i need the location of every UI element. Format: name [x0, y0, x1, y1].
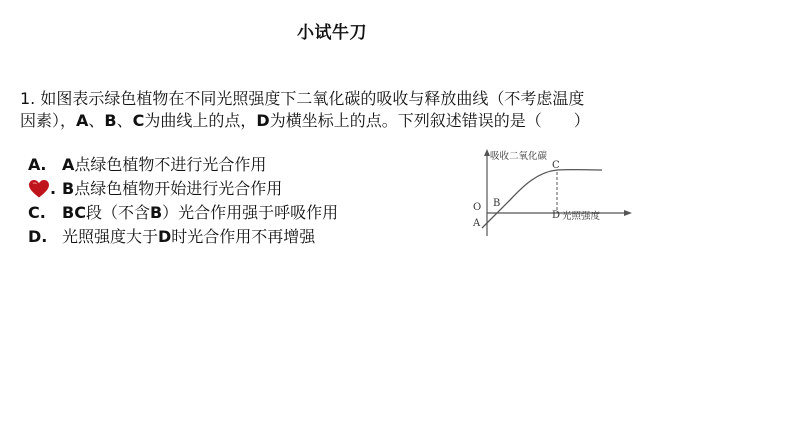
- option-d-marker: [28, 225, 62, 249]
- question-line-2-pre: 因素），: [20, 111, 77, 130]
- point-d-label: D: [552, 210, 561, 221]
- option-dot: .: [41, 227, 48, 246]
- option-dot: .: [40, 155, 47, 174]
- point-b-ref: B: [104, 111, 117, 130]
- question-line-2: [20, 110, 780, 132]
- option-b[interactable]: [28, 177, 338, 201]
- question-line-2-mid: 为曲线上的点，: [144, 111, 257, 130]
- option-lead-2: D: [158, 227, 172, 246]
- option-c[interactable]: [28, 201, 338, 225]
- point-a-label: A: [473, 218, 481, 229]
- point-d-ref: D: [256, 111, 270, 130]
- separator: 、: [88, 111, 105, 130]
- question-line-1: 1. 如图表示绿色植物在不同光照强度下二氧化碳的吸收与释放曲线（不考虑温度: [20, 89, 585, 108]
- origin-label: O: [473, 202, 482, 213]
- option-text: 点绿色植物开始进行光合作用: [74, 179, 283, 198]
- option-text: 时光合作用不再增强: [171, 227, 316, 246]
- option-d[interactable]: [28, 225, 338, 249]
- co2-light-graph: [462, 148, 637, 238]
- answer-options: [28, 153, 338, 249]
- option-text: ）光合作用强于呼吸作用: [162, 203, 339, 222]
- point-c-label: C: [552, 160, 560, 171]
- option-lead-2: B: [149, 203, 163, 222]
- slide-title: 小试牛刀: [297, 23, 367, 43]
- option-a-marker: [28, 153, 62, 177]
- point-b-label: B: [493, 198, 501, 209]
- point-c-ref: C: [132, 111, 145, 130]
- option-letter: A: [28, 155, 41, 174]
- option-dot: .: [50, 179, 57, 198]
- heart-icon: [28, 179, 50, 199]
- option-letter: D: [28, 227, 42, 246]
- x-axis-arrow: [624, 210, 632, 216]
- option-c-marker: [28, 201, 62, 225]
- question-line-2-post: 为横坐标上的点。下列叙述错误的是（ ）: [269, 111, 590, 130]
- option-text-pre: 段（不含: [85, 203, 150, 222]
- option-lead: B: [62, 179, 75, 198]
- option-b-marker: [28, 177, 62, 201]
- option-dot: .: [39, 203, 46, 222]
- option-text: 点绿色植物不进行光合作用: [74, 155, 267, 174]
- option-text-pre: 光照强度大于: [62, 227, 159, 246]
- option-lead: BC: [62, 203, 86, 222]
- question-stem: [20, 88, 780, 132]
- y-axis-label: 吸收二氧化碳: [490, 151, 548, 162]
- option-letter: C: [28, 203, 40, 222]
- x-axis-label: 光照强度: [562, 211, 601, 222]
- option-a[interactable]: [28, 153, 338, 177]
- point-a-ref: A: [76, 111, 89, 130]
- option-lead: A: [62, 155, 75, 174]
- separator: 、: [116, 111, 133, 130]
